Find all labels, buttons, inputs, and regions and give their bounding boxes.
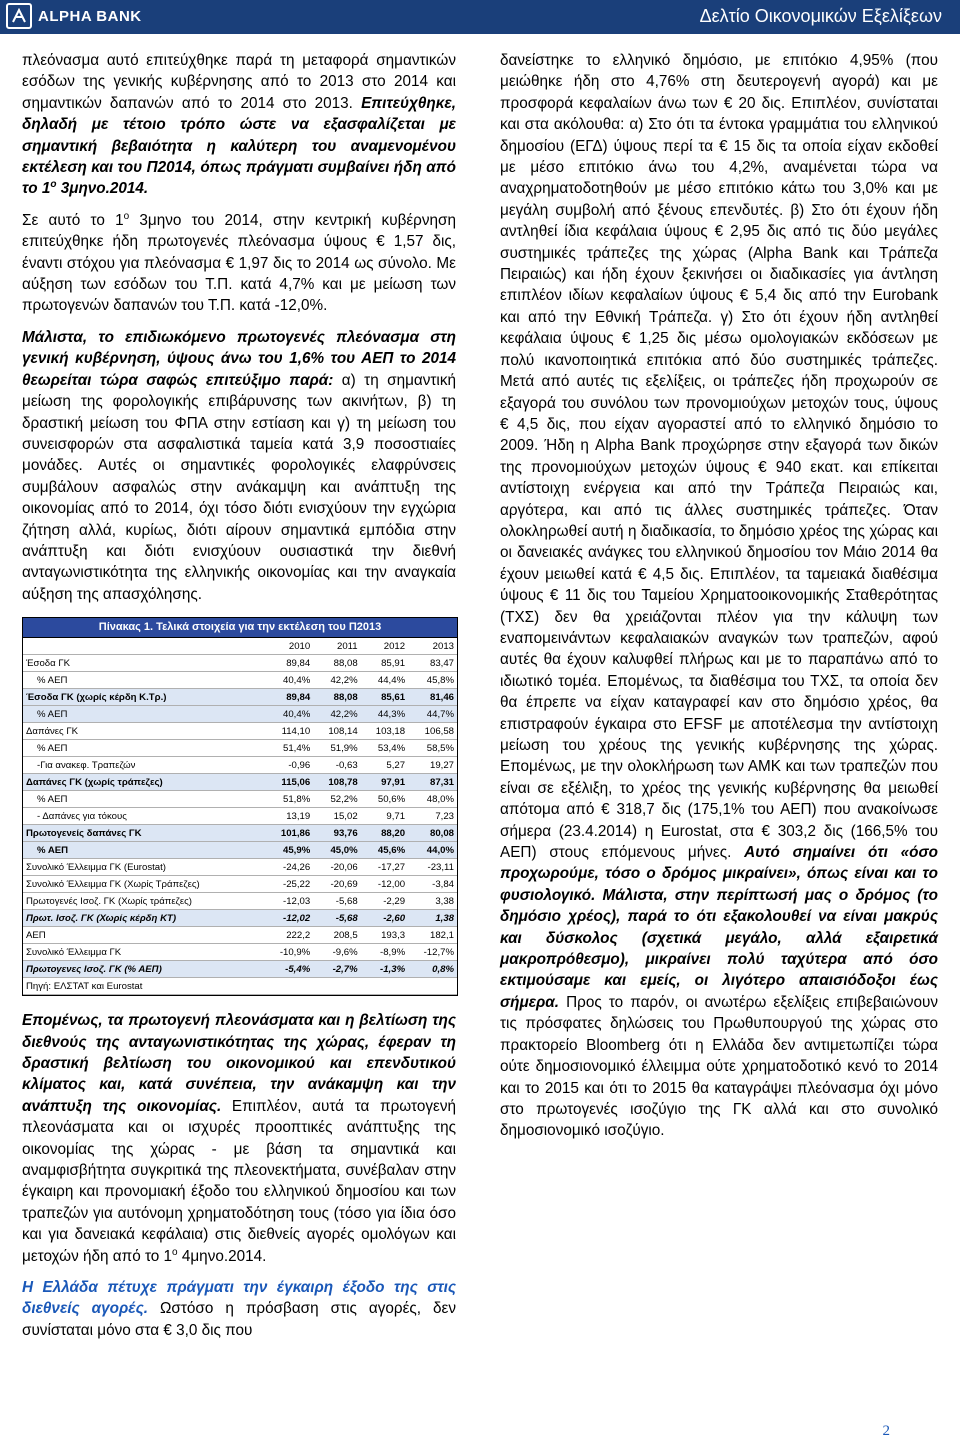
fiscal-table	[22, 617, 458, 996]
brand-name: ALPHA BANK	[38, 7, 142, 25]
brand-logo	[6, 3, 142, 29]
table-row: Συνολικό Έλλειμμα ΓΚ -10,9% -9,6% -8,9% -12,7%	[23, 944, 457, 961]
page-header	[0, 0, 960, 34]
table-row: Δαπάνες ΓΚ (χωρίς τράπεζες) 115,06 108,78 97,91 87,31	[23, 774, 457, 791]
table-row: Πρωτογενες Ισοζ. ΓΚ (% ΑΕΠ) -5,4% -2,7% -1,3% 0,8%	[23, 961, 457, 978]
table-row: Έσοδα ΓΚ 89,84 88,08 85,91 83,47	[23, 655, 457, 672]
table-row: % ΑΕΠ 40,4% 42,2% 44,4% 45,8%	[23, 672, 457, 689]
year-header: 2012	[361, 638, 408, 655]
paragraph: Επομένως, τα πρωτογενή πλεονάσματα και η βελτίωση της διεθνούς της ανταγωνιστικότητας της χώρας, έφεραν τη δραστική βελτίωση του οικονομικού και επενδυτικού κλίματος και, κατά συνέπεια, την ανάκαμψη και την ανάπτυξη της οικονομίας. Επιπλέον, αυτά τα πρωτογενή πλεονάσματα και οι ισχυρές προοπτικές ανάπτυξης της οικονομίας της χώρας - με βάση τα σημαντικά και αναμφισβήτητα συγκριτικά της πλεονεκτήματα, συνέβαλαν στην έγκαιρη και προνομιακή έξοδο του ελληνικού δημοσίου και των τραπεζών για αυτόνομη χρηματοδότηση τους (τόσο για ίδια όσο και για δανειακά κεφάλαια) στις διεθνείς αγορές ομολόγων και μετοχών ήδη από το $1^o$ 4μηνο.2014.	[22, 1012, 456, 1265]
table-row: % ΑΕΠ 51,8% 52,2% 50,6% 48,0%	[23, 791, 457, 808]
year-header: 2011	[313, 638, 360, 655]
table-row: Πρωτογενές Ισοζ. ΓΚ (Χωρίς τράπεζες) -12,03 -5,68 -2,29 3,38	[23, 893, 457, 910]
table-caption: Πίνακας 1. Τελικά στοιχεία για την εκτέλεση του Π2013	[23, 618, 457, 638]
paragraph: Σε αυτό το $1^o$ 3μηνο του 2014, στην κεντρική κυβέρνηση επιτεύχθηκε ήδη πρωτογενές πλεόνασμα ύψους € 1,57 δις, έναντι στόχου για πλεόνασμα € 1,97 δις το 2014 ως σύνολο. Με αύξηση των εσόδων του Τ.Π. κατά 4,7% και με μείωση των πρωτογενών δαπανών του Τ.Π. κατά -12,0%.	[22, 210, 456, 315]
table-source: Πηγή: ΕΛΣΤΑΤ και Eurostat	[23, 978, 457, 995]
right-column	[500, 50, 938, 1152]
paragraph: πλεόνασμα αυτό επιτεύχθηκε παρά τη μεταφορά σημαντικών εσόδων της γενικής κυβέρνησης από το 2013 στο 2014 και σημαντικών δαπανών από το 2014 στο 2013. Επιτεύχθηκε, δηλαδή με τέτοιο τρόπο ώστε να εξασφαλίζεται με σημαντική βεβαιότητα η καλύτερη του αναμενομένου εκτέλεση και του Π2014, όπως πράγματι συμβαίνει ήδη από το $1^o$ 3μηνο.2014.	[22, 52, 456, 198]
table-row: Πρωτογενείς δαπάνες ΓΚ 101,86 93,76 88,20 80,08	[23, 825, 457, 842]
alpha-logo-icon	[6, 3, 32, 29]
table-row: % ΑΕΠ 51,4% 51,9% 53,4% 58,5%	[23, 740, 457, 757]
year-header: 2010	[264, 638, 313, 655]
table-row: -Για ανακεφ. Τραπεζών -0,96 -0,63 5,27 19,27	[23, 757, 457, 774]
table-row: % ΑΕΠ 40,4% 42,2% 44,3% 44,7%	[23, 706, 457, 723]
table-row: Έσοδα ΓΚ (χωρίς κέρδη Κ.Τρ.) 89,84 88,08 85,61 81,46	[23, 689, 457, 706]
table-row: % ΑΕΠ 45,9% 45,0% 45,6% 44,0%	[23, 842, 457, 859]
paragraph: Η Ελλάδα πέτυχε πράγματι την έγκαιρη έξοδο της στις διεθνείς αγορές. Ωστόσο η πρόσβαση στις αγορές, δεν συνίσταται μόνο στα € 3,0 δις που	[22, 1279, 456, 1339]
page-number: 2	[882, 1423, 890, 1439]
table-row: Συνολικό Έλλειμμα ΓΚ (Eurostat) -24,26 -20,06 -17,27 -23,11	[23, 859, 457, 876]
table-row: Συνολικό Έλλειμμα ΓΚ (Χωρίς Τράπεζες) -25,22 -20,69 -12,00 -3,84	[23, 876, 457, 893]
table-row: - Δαπάνες για τόκους 13,19 15,02 9,71 7,23	[23, 808, 457, 825]
year-header: 2013	[408, 638, 457, 655]
paragraph: δανείστηκε το ελληνικό δημόσιο, με επιτόκιο 4,95% (που μειώθηκε ήδη στο 4,76% στη δευτερογενή αγορά) και με προσφορά κεφαλαίων άνω των € 20 δις. Επιπλέον, συνίσταται και στα ακόλουθα: α) Στο ότι τα έντοκα γραμμάτια του ελληνικού δημοσίου (ΕΓΔ) ύψους περί τα € 15 δις τα οποία είχαν εκδοθεί με μέσο επιτόκιο άνω του 4,2%, αναμένεται τώρα να αναχρηματοδοτηθούν με μέσο επιτόκιο κάτω του 3,0% και με μεγάλη συμβολή από ξένους επενδυτές. β) Στο ότι έχουν ήδη αντληθεί ίδια κεφάλαια ύψους € 2,95 δις από τις δύο μεγάλες συστημικές τράπεζες της χώρας (Alpha Bank και Τράπεζα Πειραιώς) και ήδη έχουν ξεκινήσει οι διαδικασίες για άντληση επιπλέον ιδίων κεφαλαίων ύψους € 5,4 δις από την Eurobank και από την Εθνική Τράπεζα. γ) Στο ότι έχουν ήδη αντληθεί κεφάλαια ύψους € 1,25 δις μέσω ομολογιακών εκδόσεων με πολύ ικανοποιητικά επιτόκια από δύο συστημικές τράπεζες. Μετά από αυτές τις εξελίξεις, οι τράπεζες ήδη προχωρούν σε εξαγορά του συνόλου των προνομιούχων μετοχών τους, ύψους € 4,5 δις, που είχαν αγοραστεί από το ελληνικό δημόσιο το 2009. Ήδη η Alpha Bank προχώρησε στην εξαγορά των δικών της προνομιούχων μετοχών ύψους € 940 εκατ. και επίκειται αντίστοιχη ενέργεια και από την Τράπεζα Πειραιώς και, αργότερα, και από τις άλλες συστημικές τράπεζες. Όταν ολοκληρωθεί αυτή η διαδικασία, το δημόσιο χρέος της χώρας και οι δανειακές ανάγκες του ελληνικού δημοσίου τον Μάιο 2014 θα έχουν μειωθεί κατά € 4,5 δις. Επιπλέον, τα ταμειακά διαθέσιμα ύψους € 11 δις του Ταμείου Χρηματοοικονομικής Σταθερότητας (ΤΧΣ) δεν θα χρειάζονται πλέον για την κάλυψη των εναπομεινάντων κεφαλαιακών αναγκών των τραπεζών, αφού αυτές θα έχουν καλυφθεί πλήρως και με το παραπάνω από το ιδιωτικό τομέα. Επομένως, τα διαθέσιμα του ΤΧΣ, τα οποία δεν θα έπρεπε να είχαν καταγραφεί καν στο δημόσιο χρέος, θα επιστραφούν έγκαιρα στο EFSF με αποτέλεσμα την αντίστοιχη μείωση του χρέους της γενικής κυβέρνησης της χώρας. Επομένως, με την ολοκλήρωση των ΑΜΚ και των τραπεζών που είναι σε εξέλιξη, το χρέος της γενικής κυβέρνησης θα μειωθεί απότομα από € 318,7 δις (175,1% του ΑΕΠ) που ανακοίνωσε σήμερα (23.4.2014) η Eurostat, στα € 303,2 δις (166,5% του ΑΕΠ) στους επόμενους μήνες. Αυτό σημαίνει ότι «όσο προχωρούμε, τόσο ο δρόμος μικραίνει», όπως είναι και το φυσιολογικό. Μάλιστα, στην περίπτωσή μας ο δρόμος (το δημόσιο χρέος), παρά το ότι εξακολουθεί να είναι μακρύς και δύσκολος (σχετικά μεγάλο, αλλά εξαιρετικά μακροπρόθεσμο), μικραίνει πολύ ταχύτερα από όσο εκτιμούσαμε και εμείς, οι λιγότερο απαισιόδοξοι έως σήμερα. Προς το παρόν, οι ανωτέρω εξελίξεις επιβεβαιώνουν τις πρόσφατες δηλώσεις του Πρωθυπουργού της χώρας στο πρακτορείο Bloomberg ότι η Ελλάδα δεν αντιμετωπίζει τώρα ούτε δημοσιονομικό έλλειμμα ούτε χρηματοδοτικό κενό το 2014 και το 2015 και ότι το 2015 θα καταγράψει πλεόνασμα όχι μόνο στο πρωτογενές ισοζύγιο της ΓΚ αλλά και στο συνολικό δημοσιονομικό ισοζύγιο.	[500, 52, 938, 1140]
table-row: Πρωτ. Ισοζ. ΓΚ (Χωρίς κέρδη ΚΤ) -12,02 -5,68 -2,60 1,38	[23, 910, 457, 927]
table-row: ΑΕΠ 222,2 208,5 193,3 182,1	[23, 927, 457, 944]
bulletin-title: Δελτίο Οικονομικών Εξελίξεων	[699, 6, 942, 26]
table-row: Δαπάνες ΓΚ 114,10 108,14 103,18 106,58	[23, 723, 457, 740]
left-column	[22, 50, 456, 1351]
paragraph: Μάλιστα, το επιδιωκόμενο πρωτογενές πλεόνασμα στη γενική κυβέρνηση, ύψους άνω του 1,6% του ΑΕΠ το 2014 θεωρείται τώρα σαφώς επιτεύξιμο παρά: α) τη σημαντική μείωση της φορολογικής επιβάρυνσης των ακινήτων, β) τη δραστική μείωση του ΦΠΑ στην εστίαση και γ) τη μείωση του συνεισφορών στα ασφαλιστικά ταμεία κατά 3,9 ποσοστιαίες μονάδες. Αυτές οι σημαντικές φορολογικές ελαφρύνσεις συμβάλουν ασφαλώς στην ανάκαμψη και ανάπτυξη της οικονομίας από το 2014, όχι τόσο διότι ενισχύουν την εγχώρια ζήτηση αλλά, κυρίως, διότι αίρουν σημαντικά εμπόδια στην ανάπτυξη και διότι ενισχύουν ουσιαστικά την διεθνή ανταγωνιστικότητα της ελληνικής οικονομίας και την αναγκαία αύξηση της απασχόλησης.	[22, 328, 456, 603]
